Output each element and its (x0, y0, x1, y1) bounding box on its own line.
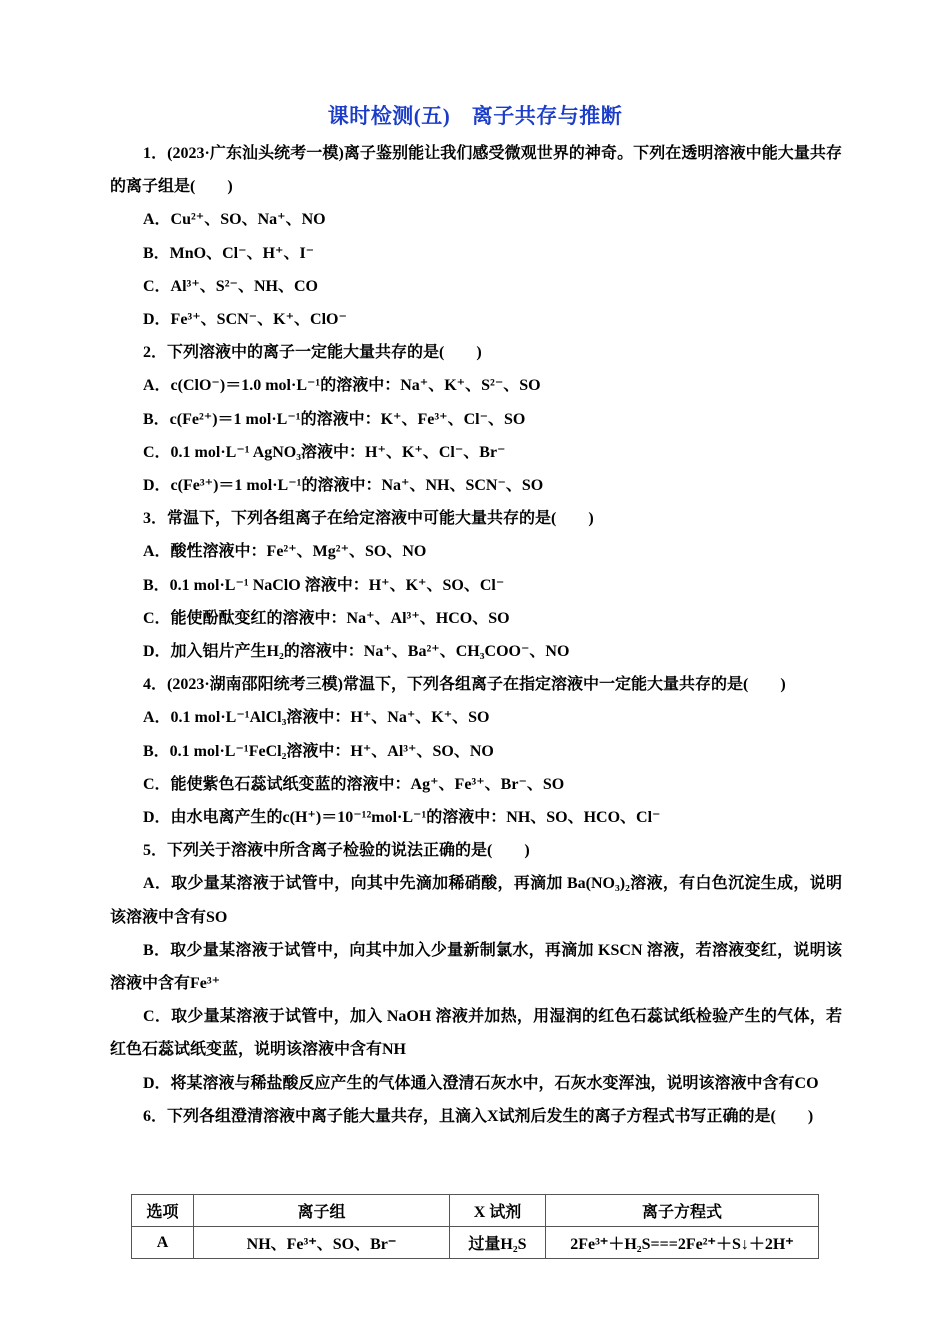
cell-equation: 2Fe³⁺＋H₂S===2Fe²⁺＋S↓＋2H⁺ (546, 1227, 819, 1259)
option-c: C．0.1 mol·L⁻¹ AgNO₃溶液中：H⁺、K⁺、Cl⁻、Br⁻ (143, 443, 506, 461)
question-stem: 3．常温下，下列各组离子在给定溶液中可能大量共存的是( ) (143, 510, 594, 528)
cell-reagent: 过量H₂S (450, 1227, 546, 1259)
question-4 (110, 668, 842, 834)
header-ion-group: 离子组 (194, 1195, 450, 1227)
question-1 (110, 137, 842, 336)
question-stem: 4．(2023·湖南邵阳统考三模)常温下，下列各组离子在指定溶液中一定能大量共存的是( ) (143, 676, 786, 694)
option-d: D．Fe³⁺、SCN⁻、K⁺、ClO⁻ (143, 311, 347, 329)
table-header-row (132, 1195, 819, 1227)
question-3 (110, 502, 842, 668)
option-b: B．0.1 mol·L⁻¹ NaClO 溶液中：H⁺、K⁺、SO、Cl⁻ (143, 576, 505, 594)
header-equation: 离子方程式 (546, 1195, 819, 1227)
option-c: C．Al³⁺、S²⁻、NH、CO (143, 277, 318, 295)
answer-table (131, 1194, 819, 1259)
option-b: B．0.1 mol·L⁻¹FeCl₂溶液中：H⁺、Al³⁺、SO、NO (143, 742, 494, 760)
option-d: D．将某溶液与稀盐酸反应产生的气体通入澄清石灰水中，石灰水变浑浊，说明该溶液中含有CO (143, 1074, 819, 1092)
option-a: A．酸性溶液中：Fe²⁺、Mg²⁺、SO、NO (143, 543, 427, 561)
option-b: B．MnO、Cl⁻、H⁺、I⁻ (143, 244, 315, 262)
option-c: C．能使紫色石蕊试纸变蓝的溶液中：Ag⁺、Fe³⁺、Br⁻、SO (143, 775, 565, 793)
option-a: A．取少量某溶液于试管中，向其中先滴加稀硝酸，再滴加 Ba(NO₃)₂溶液，有白色沉淀生成，说明该溶液中含有SO (110, 875, 842, 926)
cell-option: A (132, 1227, 194, 1259)
option-a: A．c(ClO⁻)＝1.0 mol·L⁻¹的溶液中：Na⁺、K⁺、S²⁻、SO (143, 377, 541, 395)
option-b: B．c(Fe²⁺)＝1 mol·L⁻¹的溶液中：K⁺、Fe³⁺、Cl⁻、SO (143, 410, 526, 428)
question-stem: 5．下列关于溶液中所含离子检验的说法正确的是( ) (143, 842, 530, 860)
option-d: D．由水电离产生的c(H⁺)＝10⁻¹²mol·L⁻¹的溶液中：NH、SO、HCO、Cl⁻ (143, 809, 661, 827)
question-2 (110, 336, 842, 502)
option-a: A．0.1 mol·L⁻¹AlCl₃溶液中：H⁺、Na⁺、K⁺、SO (143, 709, 490, 727)
header-option: 选项 (132, 1195, 194, 1227)
option-d: D．加入铝片产生H₂的溶液中：Na⁺、Ba²⁺、CH₃COO⁻、NO (143, 643, 570, 661)
option-d: D．c(Fe³⁺)＝1 mol·L⁻¹的溶液中：Na⁺、NH、SCN⁻、SO (143, 477, 544, 495)
option-b: B．取少量某溶液于试管中，向其中加入少量新制氯水，再滴加 KSCN 溶液，若溶液变红，说明该溶液中含有Fe³⁺ (110, 941, 842, 993)
header-reagent: X 试剂 (450, 1195, 546, 1227)
question-6 (110, 1100, 842, 1133)
cell-ion-group: NH、Fe³⁺、SO、Br⁻ (194, 1227, 450, 1259)
question-stem: 6．下列各组澄清溶液中离子能大量共存，且滴入X试剂后发生的离子方程式书写正确的是( ) (143, 1107, 814, 1125)
page-title: 课时检测(五) 离子共存与推断 (327, 104, 623, 128)
question-5 (110, 834, 842, 1100)
question-list (110, 137, 842, 1133)
option-c: C．取少量某溶液于试管中，加入 NaOH 溶液并加热，用湿润的红色石蕊试纸检验产生的气体，若红色石蕊试纸变蓝，说明该溶液中含有NH (110, 1008, 842, 1059)
question-stem: 2．下列溶液中的离子一定能大量共存的是( ) (143, 344, 482, 362)
table-row (132, 1227, 819, 1259)
option-a: A．Cu²⁺、SO、Na⁺、NO (143, 211, 326, 229)
option-c: C．能使酚酞变红的溶液中：Na⁺、Al³⁺、HCO、SO (143, 609, 510, 627)
question-stem: 1．(2023·广东汕头统考一模)离子鉴别能让我们感受微观世界的神奇。下列在透明溶液中能大量共存的离子组是( ) (110, 145, 842, 196)
